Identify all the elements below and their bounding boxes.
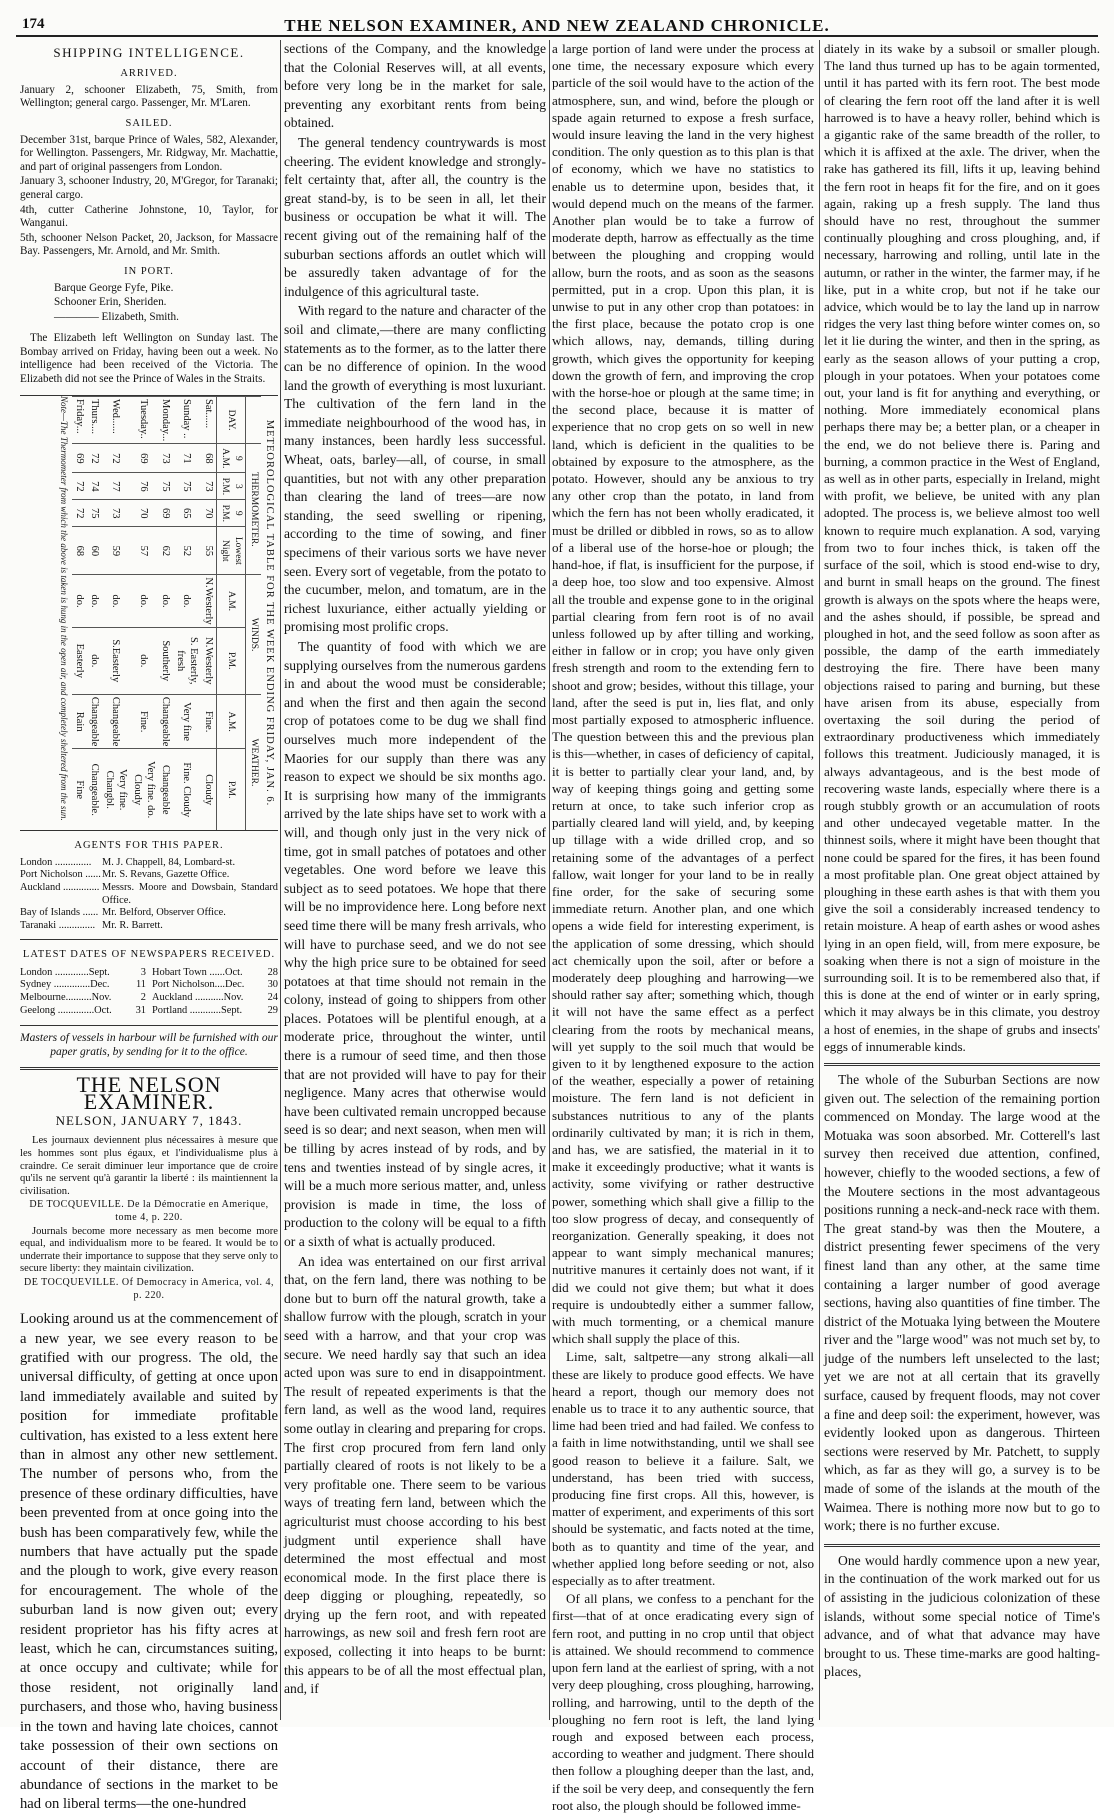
- list-item: Hobart Town ......Oct. 28: [152, 966, 278, 978]
- editorial-dateline: NELSON, JANUARY 7, 1843.: [55, 1113, 243, 1129]
- column-header: P.M.: [217, 627, 246, 694]
- list-item: London .............. M. J. Chappell, 84, Lombard-st.: [20, 856, 236, 868]
- column-header: Lowest Night: [217, 526, 246, 574]
- epigraph-french: Les journaux deviennent plus nécessaires à mesure que les hommes sont plus égaux, et l'individualisme plus à craindre. Ce serait diminuer leur importance que de croire qu'ils ne servent qu'à garantir la liberté : ils maintiennent la civilisation.: [20, 1135, 278, 1197]
- winds-group: WINDS.: [246, 575, 262, 695]
- weather-group: WEATHER.: [246, 694, 262, 830]
- epigraph: [20, 1135, 278, 1302]
- arrived-entry: January 2, schooner Elizabeth, 75, Smith, from Wellington; general cargo. Passenger, Mr. M'Laren.: [20, 83, 278, 110]
- met-table-note: Note—The Thermometer from which the above is taken is hung in the open air, and completely sheltered from the sun.: [59, 395, 69, 821]
- top-rule: [16, 35, 1098, 37]
- divider: [824, 1063, 1100, 1066]
- list-item: Portland ............Sept. 29: [152, 1005, 278, 1017]
- shipping-note: The Elizabeth left Wellington on Sunday last. The Bombay arrived on Friday, having been out a week. No intelligence had been received of the Victoria. The Elizabeth did not see the Prince of Wales in the Straits.: [20, 332, 278, 386]
- sailed-entry: 5th, schooner Nelson Packet, 20, Jackson, for Massacre Bay. Passengers, Mr. Arnold, and Mr. Smith.: [20, 231, 278, 258]
- paragraph: An idea was entertained on our first arrival that, on the fern land, there was nothing to be done but to burn off the natural growth, take a shallow furrow with the plough, scratch in your seed with a harrow, and that your crop was secure. We need hardly say that such an idea acted upon was sure to end in disappointment. The result of repeated experiments is that the fern land, as well as the wood land, requires some outlay in clearing and preparing for crops. The first crop procured from fern land only partially cleared of roots is not likely to be a very profitable one. There seem to be various ways of treating fern land, between which the agriculturist must choose according to his best judgment until experience shall have determined the most effectual and most economical mode. In the first place there is deep digging or ploughing, repeatedly, so drying up the fern root, and with repeated harrowings, as new soil and fresh fern root are exposed, collecting it into heaps to be burnt: this appears to be of all the most effectual plan, and, if: [284, 1253, 546, 1697]
- divider: [20, 939, 278, 940]
- in-port-entry: Barque George Fyfe, Pike.: [54, 281, 174, 294]
- page-number: 174: [22, 16, 45, 32]
- column-rule: [549, 40, 550, 1720]
- paragraph: Looking around us at the commencement of a new year, we see every reason to be gratified with our progress. The old, the universal difficulty, of getting at once upon land immediately available and suited by position for immediate profitable cultivation, has existed to a less extent here than in almost any other new settlement. The number of persons who, from the presence of these ordinary difficulties, have been prevented from at once going into the bush has been comparatively few, while the numbers that have actually put the spade and the plough to work, give every reason for encouragement. The whole of the suburban land is now given out; every resident proprietor has his fifty acres at least, which he can, circumstances suiting, at once occupy and cultivate; while for those resident, not originally land purchasers, and those who, having business in the town and having late choices, cannot take possession of their own sections on account of their distance, there are abundance of sections in the market to be had on liberal terms—the one-hundred: [20, 1311, 278, 1813]
- table-row: Friday... 69 72 72 68 do. Easterly Rain Fine: [72, 396, 87, 830]
- arrived-label: ARRIVED.: [120, 68, 178, 80]
- column-3: [552, 40, 814, 1813]
- column-1: [20, 40, 278, 1813]
- list-item: Melbourne..........Nov. 2: [20, 992, 146, 1004]
- masters-note: Masters of vessels in harbour will be furnished with our paper gratis, by sending for it to the office.: [20, 1031, 278, 1058]
- column-header: A.M.: [217, 694, 246, 749]
- divider: [824, 1544, 1100, 1547]
- sailed-entry: December 31st, barque Prince of Wales, 582, Alexander, for Wellington. Passengers, Mr. Ridgway, Mr. Machattie, and part of original passengers from London.: [20, 133, 278, 173]
- masthead: [16, 6, 1098, 35]
- sailed-label: SAILED.: [125, 117, 173, 129]
- newspaper-dates: [20, 967, 278, 1018]
- thermometer-group: THERMOMETER.: [246, 443, 262, 574]
- in-port-entry: Schooner Erin, Sheriden.: [54, 296, 167, 309]
- table-row: Thurs.... 72 74 75 60 do. do. Changeable Changeable.: [87, 396, 102, 830]
- agents-list: [20, 857, 278, 933]
- list-item: Auckland ...........Nov. 24: [152, 992, 278, 1004]
- column-header: 3 P.M.: [217, 473, 246, 500]
- editorial-lead: [20, 1310, 278, 1815]
- sailed-entry: January 3, schooner Industry, 20, M'Gregor, for Taranaki; general cargo.: [20, 175, 278, 201]
- paragraph: a large portion of land were under the process at one time, the necessary exposure which every particle of the soil would have to the action of the atmosphere, sun, and wind, before the plough or spade again returned to expose a fresh surface, would insure leaving the land in the very highest condition. The only question as to this plan is that of economy, which we have no statistics to enable us to determine upon, besides that, it would depend much on the means of the farmer. Another plan would be to take a furrow of moderate depth, harrow as effectually as the time between the ploughing and cropping would allow, burn the roots, and as soon as the seasons permitted, put in a crop. Upon this plan, it is unwise to put in any other crop than potatoes: in the first place, because the potato crop is one which allows, nay, demands, tilling during growth, which gives the opportunity for keeping down the growth of fern, and improving the crop with the horse-hoe or plough at the same time; in the second place, because it is matter of experience that no crop gets on so well in new land, which is deficient in the qualities to be obtained by exposure to the atmosphere, as the potato. However, should any be anxious to try any other crop than the potato, in land from which the fern has not been wholly eradicated, it must be drilled or dibbled in rows, so as to allow of a liberal use of the horse-hoe or plough; the hand-hoe, if flat, is insufficient for the purpose, if a deep hoe, too slow and too expensive. Almost all the trouble and expense gone to in the original partial clearing from fern root is of no avail unless followed up by after tilling and working, either in fallow or in crop; you have only given fresh strength and room to the extending fern to shoot and grow; besides, without this tillage, your land, after the seed is put in, lies flat, and only most partially exposed to atmospheric influence. The question between this and the previous plan is this—whether, in cases of deficiency of capital, it is better to partially clear your land, and, by way of keeping things going and getting some return at once, to take such inferior crop as partially cleared land will yield, and, by keeping up tillage with a wide drilled crop, and so retaining some of the advantages of a perfect fallow, wait longer for your land to be in really fine order, for the sake of securing some immediate return. Another plan, and one which opens a wide field for interesting experiment, is the application of some dressing, which should act chemically upon the soil, after or before a moderately deep ploughing and harrowing—we should rather say after; something which, though it will not have the same effect as a perfect clearing from the roots by mechanical means, will yet supply to the soil much that would be given to it by lengthened exposure to the action of the weather, especially a power of retaining moisture. The fern land is not deficient in substances nutritious to any of the plants ordinarily cultivated by man; it is rich in them, and has, we are satisfied, the material in it to make it exceedingly productive; what it wants is activity, some vivifying or rather destructive power, something which shall give a fillip to the too slow progress of decay, and consequently of reorganization. Generally speaking, it does not appear to want simply mechanical manures; nutritive manures it certainly does not want, if it did we could not give them; but what it does require is undoubtedly either a summer fallow, with much tormenting, or a chemical manure which shall supply the place of this.: [552, 41, 814, 1347]
- table-row: Tuesday.. 69 76 70 57 do. do. Fine. Very fine. do. Cloudy: [130, 396, 158, 830]
- editorial-masthead: THE NELSON EXAMINER.: [76, 1071, 222, 1115]
- column-header: A.M.: [217, 575, 246, 627]
- list-item: Bay of Islands ...... Mr. Belford, Observer Office.: [20, 907, 226, 919]
- shipping-section: [20, 67, 278, 386]
- epigraph-source: DE TOCQUEVILLE. De la Démocratie en Amerique, tome 4, p. 220.: [29, 1199, 269, 1223]
- column-4: [824, 40, 1100, 1720]
- table-row: Sunday .. 71 75 65 52 do. S. Easterly, fresh Very fine Fine. Cloudy: [173, 396, 201, 830]
- in-port-label: IN PORT.: [124, 265, 174, 277]
- agents-heading: AGENTS FOR THIS PAPER.: [74, 839, 224, 851]
- sailed-entry: 4th, cutter Catherine Johnstone, 10, Taylor, for Wanganui.: [20, 203, 278, 230]
- epigraph-source: DE TOCQUEVILLE. Of Democracy in America, vol. 4, p. 220.: [24, 1276, 274, 1301]
- column-header: 9 A.M.: [217, 443, 246, 472]
- in-port-entry: ———— Elizabeth, Smith.: [54, 310, 179, 323]
- list-item: Taranaki .............. Mr. R. Barrett.: [20, 919, 163, 931]
- column-header: DAY.: [217, 396, 246, 443]
- table-row: Sat...... 68 73 70 55 N.Westerly N.Westerly Fine. Cloudy: [201, 396, 217, 830]
- paragraph: The general tendency countrywards is most cheering. The evident knowledge and strongly-felt certainty that, after all, the country is the great stand-by, is to be seen in all, let their business or occupation be what it will. The recent giving out of the remaining half of the suburban sections affords an outlet which will be assuredly taken advantage of for the indulgence of this agricultural taste.: [284, 134, 546, 299]
- paragraph: With regard to the nature and character of the soil and climate,—there are many conflicting statements as to the former, as to the latter there can be no difference of opinion. In the wood land the growth of everything is most luxuriant. The cultivation of the fern land in the immediate neighbourhood of the wood has, in many instances, been hardly less successful. Wheat, oats, barley—all, of course, in small quantities, but not with any other preparation than clearing the land of trees—are now standing, the seed swelling or ripening, according to the time of sowing, and finer specimens of their various sorts we have never seen. Every sort of vegetable, from the potato to the cucumber, melon, and tomatum, are in the richest luxuriance, either actually yielding or promising most prolific crops.: [284, 303, 546, 635]
- column-rule: [280, 40, 281, 1720]
- paragraph: One would hardly commence upon a new year, in the continuation of the work marked out for us of assisting in the judicious colonization of these islands, without some special notice of Time's advance, and of what that advance may have brought to us. These time-marks are good halting-places,: [824, 1552, 1100, 1680]
- paragraph: Of all plans, we confess to a penchant for the first—that of at once eradicating every sign of fern root, and putting in no crop until that object is attained. We should recommend to commence upon fern land at the earliest of spring, with a not very deep ploughing, cross ploughing, harrowing, rolling, and harrowing, until to the depth of the ploughing no fern root is left, the land lying rough and exposed between each process, according to weather and judgment. There should then follow a ploughing deeper than the last, and, if the soil be very deep, and consequently the fern root also, the plough should be followed imme-: [552, 1591, 814, 1813]
- column-header: P.M.: [217, 749, 246, 830]
- list-item: Geelong ..............Oct. 31: [20, 1005, 146, 1017]
- table-row: Monday... 73 75 69 62 do. Southerly Changeable Changeable: [158, 396, 173, 830]
- paragraph: The quantity of food with which we are supplying ourselves from the numerous gardens in and about the wood must be considerable; and when the first and then again the second crop of potatoes come to be dug we shall find ourselves much more independent of the Maories for our supply than there was any reason to expect we should be six months ago. It is surprising how many of the immigrants arrived by the late ships have set to work with a will, and though only just in the very nick of time, got in small patches of potatoes and other vegetables. One word before we leave this subject as to seed potatoes. We hope that there will be no improvidence here. Long before next seed time there will be many fresh arrivals, who will have to purchase seed, and we do not see why the high price sure to be obtained for seed potatoes at that time should not remain in the colony, instead of going to shippers from other places. Potatoes will be plentiful enough, at a moderate price, throughout the winter, until there is a rumour of seed time, and then those that are not provided will have to pay for their negligence. Many acres that otherwise would have been cultivated remain uncropped because seed is so dear; and next season, when men will be tilling by acres instead of by rods, and by tens and twenties instead of by single acres, it will be a much more serious matter, and, unless provision is made in time, the loss of production to the colony will be equal to a fifth or a sixth of what is actually produced.: [284, 639, 546, 1249]
- paragraph: diately in its wake by a subsoil or smaller plough. The land thus turned up has to be again tormented, until it has parted with its fern root. The best mode of clearing the fern root off the land after it is well harrowed is to have a heavy roller, behind which is a gigantic rake of the same breadth of the roller, to which it is affixed at the axle. The driver, when the rake has gathered its fill, lifts it up, leaving behind the fern root in heaps fit for the fire, and on it goes again, raking up a fresh supply. The land thus should have no rest, throughout the summer continually ploughing and cross ploughing, and, if necessary, harrowing and rolling, until late in the autumn, or rather in the winter, the farmer may, if he like, put in a white crop, but not if he take our advice, which would be to lay the land up in narrow ridges the very last thing before winter comes on, so let it lie during the winter, and then in the spring, as early as the season allows of your putting a crop, plough in your potatoes. When your potatoes come out, your land is fit for anything and everything, or nothing. More immediately economical plans perhaps there may be; a better plan, or a cheaper in the end, we do not believe there is. Paring and burning, a common practice in the West of England, as well as in other parts, especially in Ireland, might with profit, we believe, be united with any plan adopted. The process is, we believe almost too well known to require much explanation. A sod, varying from two to four inches thick, is taken off the surface of the soil, which is stood end-wise to dry, and burnt in small heaps on the ground. The finest growth is always on the spots where the heaps were, and the ashes should, if possible, be spread and ploughed in hot, and the seed follow as soon after as possible, the damp of the earth immediately destroying the fire. There have been many objections raised to paring and burning, but these have arisen from its abuse, especially from overtaxing the soil during the period of extraordinary productiveness which immediately follows this treatment. Judiciously managed, it is always advantageous, and is the best mode of recovering waste lands, especially where there is a rough stubbly growth or an accumulation of roots and other undecayed vegetable matter. In the thinnest soils, where it might have been thought that none could be spared for the fires, it has been found a most profitable plan. One great object attained by ploughing in these earth ashes is that with them you give the soil a considerably increased tendency to retain moisture. A heap of earth ashes or wood ashes lying in an open field, will, from mere exposure, be soaking when there is not a sign of moisture in the surrounding soil. It is to be remembered also that, if this is done at the end of winter or in early spring, which it may always be in this climate, you destroy a host of enemies, in the shape of grubs and insects' eggs of innumerable kinds.: [824, 41, 1100, 1054]
- epigraph-english: Journals become more necessary as men become more equal, and individualism more to be feared. It would be to underrate their importance to suppose that they serve only to secure liberty: they maintain civilization.: [20, 1225, 278, 1275]
- paragraph: Lime, salt, saltpetre—any strong alkali—all these are likely to produce good effects. We have heard a report, though our memory does not enable us to trace it to any authentic source, that lime had been tried and had failed. We confess to a faith in lime notwithstanding, until we shall see good reason to believe it a failure. Salt, we understand, has been tried with success, producing fine first crops. All this, however, is matter of experiment, and experiments of this sort should be systematic, and facts noted at the time, both as to quantity and time of the year, and whether applied long before seeding or not, also especially as to after treatment.: [552, 1349, 814, 1589]
- list-item: Sydney ..............Dec. 11: [20, 979, 146, 991]
- column-2: [284, 40, 546, 1720]
- column-rule: [819, 40, 820, 1720]
- running-title: THE NELSON EXAMINER, AND NEW ZEALAND CHRONICLE.: [284, 16, 830, 35]
- divider: [20, 1025, 278, 1026]
- divider: [20, 1067, 278, 1070]
- paragraph: The whole of the Suburban Sections are now given out. The selection of the remaining portion commenced on Monday. The large wood at the Motuaka was soon absorbed. Mr. Cotterell's last survey then received due attention, confined, however, chiefly to the wooded sections, a few of the Moutere sections in the most advantageous positions running a neck-and-neck race with them. The great stand-by was then the Moutere, a district presenting fewer specimens of the very finest land than any other, at the same time containing a larger number of good average sections, having also quantities of fine timber. The district of the Motuaka lying between the Moutere river and the "large wood" was not much set by, to judge of the numbers left unselected to the last; yet we are not at all certain that its gravelly surface, caused by frequent floods, may not cover a fine and deep soil: the experiment, however, was evidently looked upon as dangerous. Thirteen sections were reserved by Mr. Patchett, to supply which, as far as they will go, a survey is to be made of some of the islands at the mouth of the Waimea. There is nothing more now but to go to work; there is no further excuse.: [824, 1071, 1100, 1534]
- table-row: Wed...... 72 77 73 59 do. S.Easterly Changeable Very fine. Changbl.: [102, 396, 130, 830]
- meteorological-table: [20, 395, 278, 831]
- newspapers-heading: LATEST DATES OF NEWSPAPERS RECEIVED.: [22, 949, 276, 961]
- paragraph: sections of the Company, and the knowledge that the Colonial Reserves will, at all events, before very long be in the market for sale, preventing any exorbitant rents from being obtained.: [284, 41, 546, 131]
- shipping-heading: SHIPPING INTELLIGENCE.: [53, 45, 245, 60]
- column-header: 9 P.M.: [217, 500, 246, 527]
- list-item: London .............Sept. 3: [20, 966, 146, 978]
- met-table-title: METEOROLOGICAL TABLE FOR THE WEEK ENDING FRIDAY, JAN. 6.: [264, 419, 275, 806]
- list-item: Port Nicholson....Dec. 30: [152, 979, 278, 991]
- list-item: Port Nicholson ...... Mr. S. Revans, Gazette Office.: [20, 869, 230, 881]
- list-item: Auckland .............. Messrs. Moore and Dowsbain, Standard Office.: [20, 882, 278, 906]
